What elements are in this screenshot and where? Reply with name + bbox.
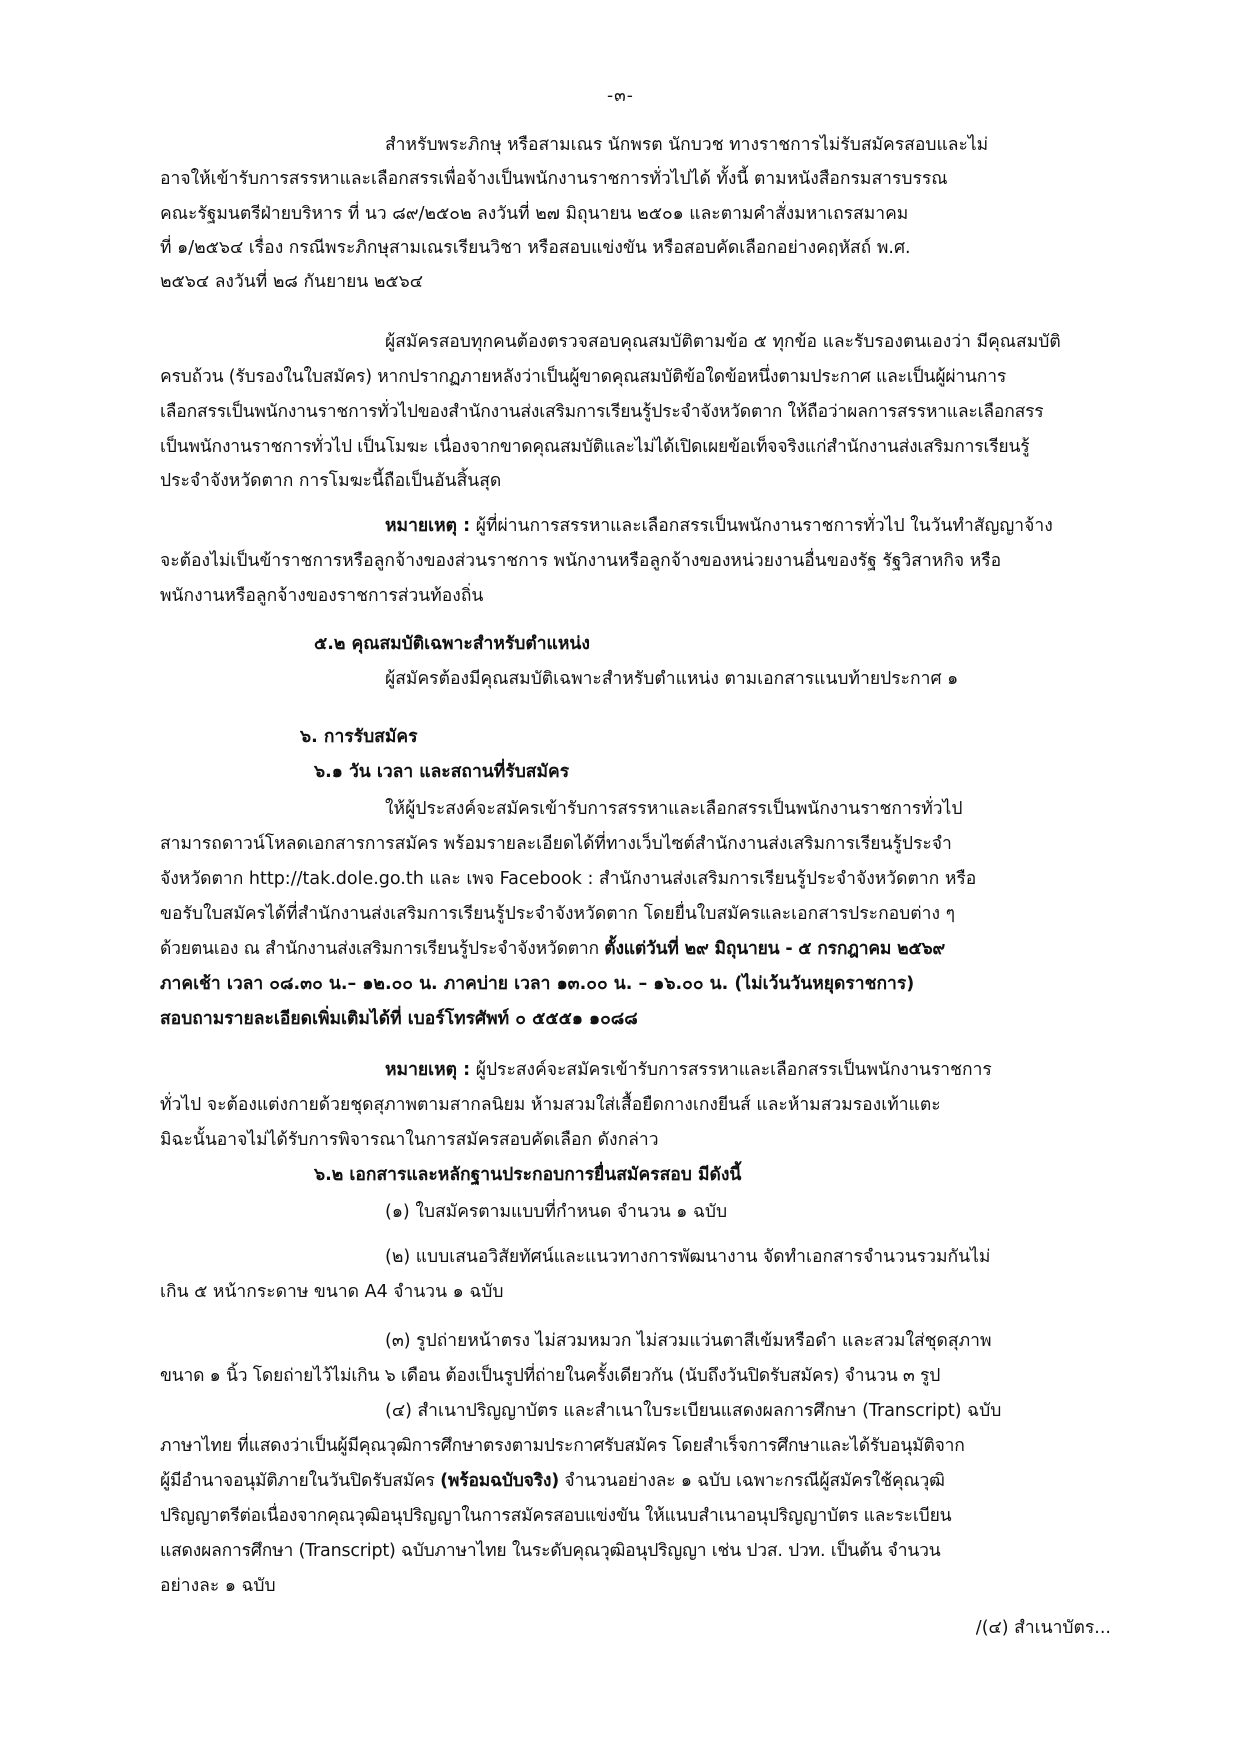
paragraph-line [160,934,1120,964]
list-item: (๓) รูปถ่ายหน้าตรง ไม่สวมหมวก ไม่สวมแว่นตาสีเข้มหรือดำ และสวมใส่ชุดสุภาพ [385,1331,992,1351]
paragraph-line: ผู้สมัครต้องมีคุณสมบัติเฉพาะสำหรับตำแหน่ง ตามเอกสารแนบท้ายประกาศ ๑ [385,669,959,689]
paragraph-line: อาจให้เข้ารับการสรรหาและเลือกสรรเพื่อจ้างเป็นพนักงานราชการทั่วไปได้ ทั้งนี้ ตามหนังสือกรมสารบรรณ [160,169,948,189]
section-heading: ๖. การรับสมัคร [300,727,418,747]
list-item-continued [160,1466,1120,1496]
contact-phone: สอบถามรายละเอียดเพิ่มเติมได้ที่ เบอร์โทรศัพท์ ๐ ๕๕๕๑ ๑๐๘๘ [160,1009,638,1029]
note-label: หมายเหตุ : [385,516,471,536]
note-line [385,511,1120,541]
list-item: (๔) สำเนาปริญญาบัตร และสำเนาใบระเบียนแสดงผลการศึกษา (Transcript) ฉบับ [385,1401,1002,1421]
list-item-continued: ภาษาไทย ที่แสดงว่าเป็นผู้มีคุณวุฒิการศึกษาตรงตามประกาศรับสมัคร โดยสำเร็จการศึกษาและได้รับอนุมัติจาก [160,1436,965,1456]
registration-dates: ตั้งแต่วันที่ ๒๙ มิถุนายน - ๕ กรกฎาคม ๒๕๖๙ [604,939,946,959]
paragraph-line: สามารถดาวน์โหลดเอกสารการสมัคร พร้อมรายละเอียดได้ที่ทางเว็บไซต์สำนักงานส่งเสริมการเรียนรู้ประจำ [160,834,952,854]
plain-text: ด้วยตนเอง ณ สำนักงานส่งเสริมการเรียนรู้ประจำจังหวัดตาก [160,939,605,959]
paragraph-line: คณะรัฐมนตรีฝ่ายบริหาร ที่ นว ๘๙/๒๕๐๒ ลงวันที่ ๒๗ มิถุนายน ๒๕๐๑ และตามคำสั่งมหาเถรสมาคม [160,204,909,224]
list-item-continued: อย่างละ ๑ ฉบับ [160,1576,276,1596]
list-item-continued: แสดงผลการศึกษา (Transcript) ฉบับภาษาไทย ในระดับคุณวุฒิอนุปริญญา เช่น ปวส. ปวท. เป็นต้น จำนวน [160,1541,941,1561]
paragraph-line: ๒๕๖๔ ลงวันที่ ๒๘ กันยายน ๒๕๖๔ [160,272,424,292]
list-item-continued: ปริญญาตรีต่อเนื่องจากคุณวุฒิอนุปริญญาในการสมัครสอบแข่งขัน ให้แนบสำเนาอนุปริญญาบัตร และระเบียน [160,1506,952,1526]
note-text: ผู้ประสงค์จะสมัครเข้ารับการสรรหาและเลือกสรรเป็นพนักงานราชการ [470,1060,992,1080]
note-line: มิฉะนั้นอาจไม่ได้รับการพิจารณาในการสมัครสอบคัดเลือก ดังกล่าว [160,1130,659,1150]
plain-text: ผู้มีอำนาจอนุมัติภายในวันปิดรับสมัคร [160,1471,441,1491]
page-number: -๓- [607,86,634,106]
paragraph-line: ที่ ๑/๒๕๖๔ เรื่อง กรณีพระภิกษุสามเณรเรียนวิชา หรือสอบแข่งขัน หรือสอบคัดเลือกอย่างคฤหัสถ์ พ.ศ. [160,238,911,258]
plain-text: จำนวนอย่างละ ๑ ฉบับ เฉพาะกรณีผู้สมัครใช้คุณวุฒิ [559,1471,945,1491]
bold-text: (พร้อมฉบับจริง) [440,1471,560,1491]
paragraph-line: ผู้สมัครสอบทุกคนต้องตรวจสอบคุณสมบัติตามข้อ ๕ ทุกข้อ และรับรองตนเองว่า มีคุณสมบัติ [385,332,1061,352]
paragraph-line: ขอรับใบสมัครได้ที่สำนักงานส่งเสริมการเรียนรู้ประจำจังหวัดตาก โดยยื่นใบสมัครและเอกสารประกอบต่าง ๆ [160,904,955,924]
paragraph-line: เป็นพนักงานราชการทั่วไป เป็นโมฆะ เนื่องจากขาดคุณสมบัติและไม่ได้เปิดเผยข้อเท็จจริงแก่สำนักงานส่งเสริมการเรียนรู้ [160,437,1030,457]
note-line: จะต้องไม่เป็นข้าราชการหรือลูกจ้างของส่วนราชการ พนักงานหรือลูกจ้างของหน่วยงานอื่นของรัฐ รัฐวิสาหกิจ หรือ [160,551,1002,571]
list-item-continued: เกิน ๕ หน้ากระดาษ ขนาด A4 จำนวน ๑ ฉบับ [160,1282,504,1302]
paragraph-line: สำหรับพระภิกษุ หรือสามเณร นักพรต นักบวช ทางราชการไม่รับสมัครสอบและไม่ [385,135,989,155]
note-label: หมายเหตุ : [385,1060,471,1080]
list-item-continued: ขนาด ๑ นิ้ว โดยถ่ายไว้ไม่เกิน ๖ เดือน ต้องเป็นรูปที่ถ่ายในครั้งเดียวกัน (นับถึงวันปิดรับสมัคร) จำนวน ๓ รูป [160,1366,941,1386]
registration-hours: ภาคเช้า เวลา ๐๘.๓๐ น.– ๑๒.๐๐ น. ภาคบ่าย เวลา ๑๓.๐๐ น. – ๑๖.๐๐ น. (ไม่เว้นวันหยุดราชการ) [160,974,915,994]
note-text: ผู้ที่ผ่านการสรรหาและเลือกสรรเป็นพนักงานราชการทั่วไป ในวันทำสัญญาจ้าง [470,516,1053,536]
note-line: พนักงานหรือลูกจ้างของราชการส่วนท้องถิ่น [160,586,484,606]
paragraph-line: ครบถ้วน (รับรองในใบสมัคร) หากปรากฏภายหลังว่าเป็นผู้ขาดคุณสมบัติข้อใดข้อหนึ่งตามประกาศ และเป็นผู้ผ่านการ [160,367,1007,387]
note-line [385,1055,1120,1085]
continuation-marker: /(๔) สำเนาบัตร... [975,1618,1111,1638]
list-item: (๒) แบบเสนอวิสัยทัศน์และแนวทางการพัฒนางาน จัดทำเอกสารจำนวนรวมกันไม่ [385,1247,991,1267]
paragraph-line: เลือกสรรเป็นพนักงานราชการทั่วไปของสำนักงานส่งเสริมการเรียนรู้ประจำจังหวัดตาก ให้ถือว่าผลการสรรหาและเลือกสรร [160,402,1044,422]
paragraph-line: จังหวัดตาก http://tak.dole.go.th และ เพจ Facebook : สำนักงานส่งเสริมการเรียนรู้ประจำจังหวัดตาก หรือ [160,869,977,889]
section-heading: ๖.๑ วัน เวลา และสถานที่รับสมัคร [314,762,570,782]
paragraph-line: ประจำจังหวัดตาก การโมฆะนี้ถือเป็นอันสิ้นสุด [160,471,502,491]
list-item: (๑) ใบสมัครตามแบบที่กำหนด จำนวน ๑ ฉบับ [385,1202,728,1222]
section-heading: ๕.๒ คุณสมบัติเฉพาะสำหรับตำแหน่ง [314,634,590,654]
section-heading: ๖.๒ เอกสารและหลักฐานประกอบการยื่นสมัครสอบ มีดังนี้ [314,1165,742,1185]
note-line: ทั่วไป จะต้องแต่งกายด้วยชุดสุภาพตามสากลนิยม ห้ามสวมใส่เสื้อยืดกางเกงยีนส์ และห้ามสวมรองเท้าแตะ [160,1095,941,1115]
paragraph-line: ให้ผู้ประสงค์จะสมัครเข้ารับการสรรหาและเลือกสรรเป็นพนักงานราชการทั่วไป [385,799,963,819]
